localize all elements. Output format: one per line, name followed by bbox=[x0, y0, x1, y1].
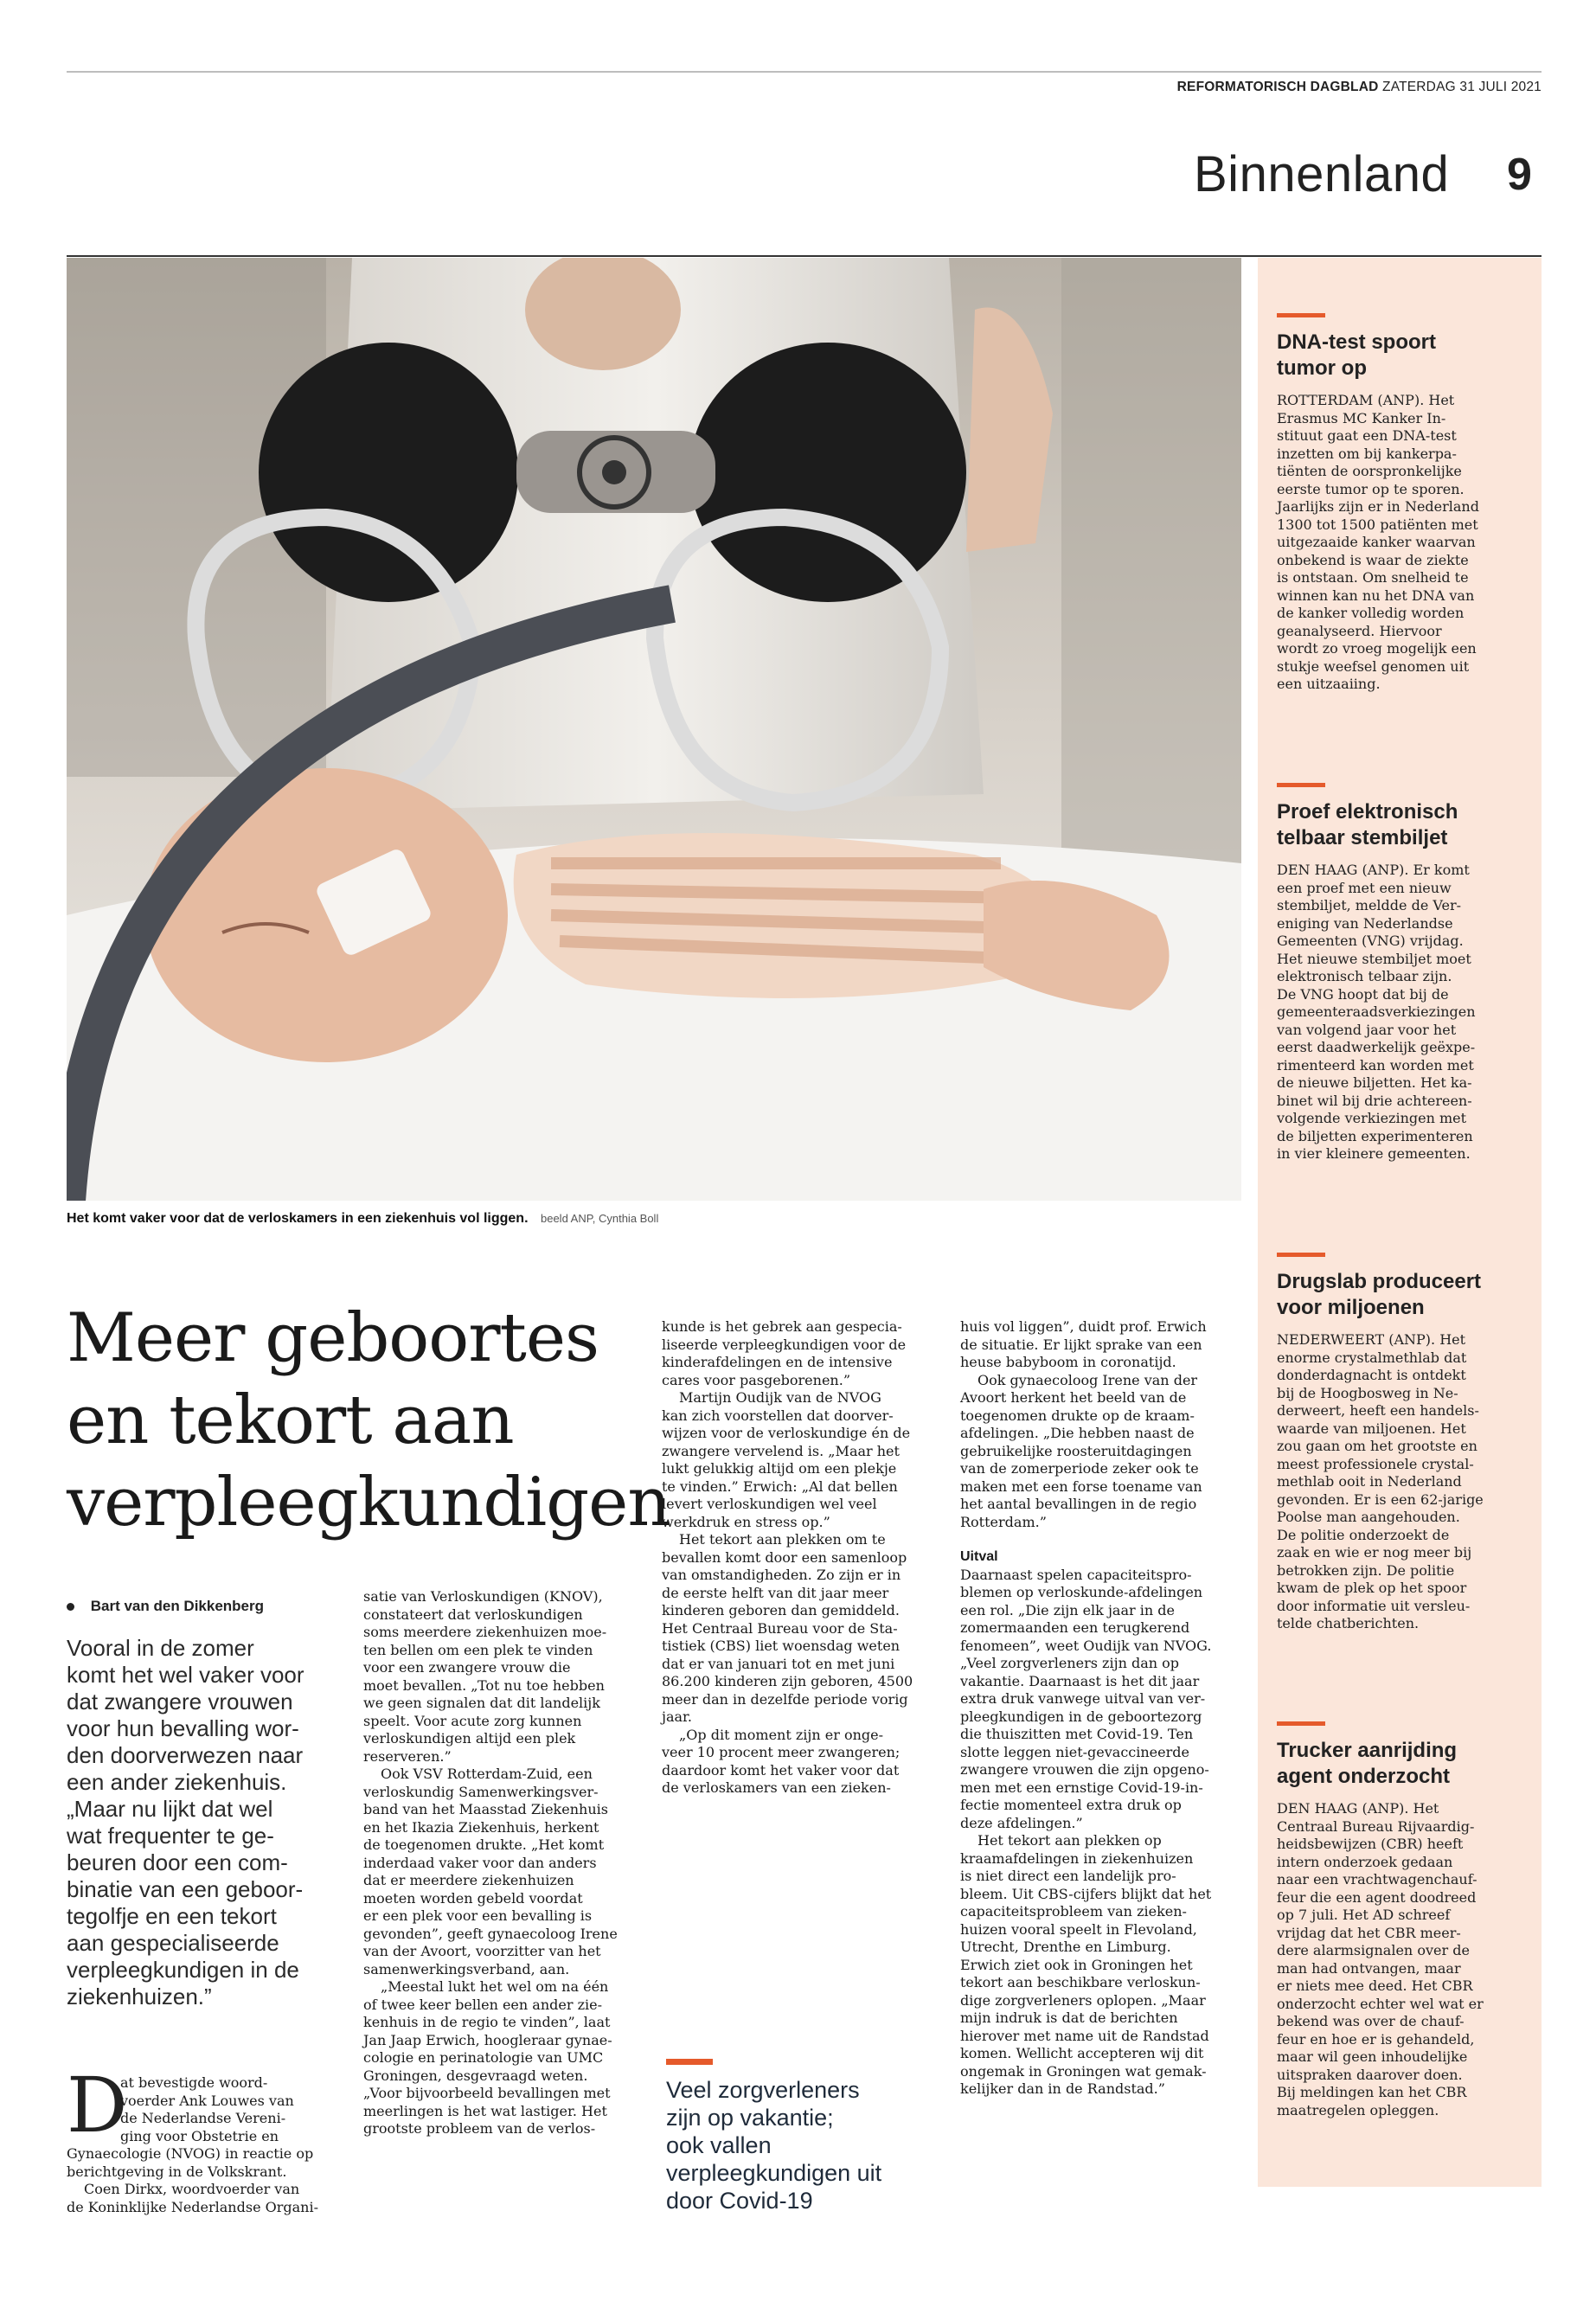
sidebar-headline: Trucker aanrijding agent onderzocht bbox=[1277, 1739, 1458, 1788]
lead-line: aan gespecialiseerde bbox=[67, 1930, 279, 1956]
body-line: huis vol liggen”, duidt prof. Erwich bbox=[960, 1318, 1207, 1335]
body-line: zwangere vervelend is. „Maar het bbox=[662, 1442, 900, 1459]
article-headline bbox=[67, 1298, 670, 1544]
body-line: de eerste helft van dit jaar meer bbox=[662, 1584, 889, 1601]
body-line: de toegenomen drukte. „Het komt bbox=[363, 1836, 605, 1853]
body-line: ging voor Obstetrie en bbox=[120, 2127, 279, 2144]
body-line: samenwerkingsverband, aan. bbox=[363, 1960, 570, 1977]
pullquote bbox=[666, 2076, 934, 2214]
lead-line: verpleegkundigen in de bbox=[67, 1957, 299, 1983]
body-line: Martijn Oudijk van de NVOG bbox=[679, 1389, 881, 1406]
body-line: Rotterdam.” bbox=[960, 1513, 1047, 1530]
body-line: capaciteitsprobleem van zieken- bbox=[960, 1903, 1187, 1920]
body-line: blemen op verloskunde-afdelingen bbox=[960, 1584, 1203, 1600]
body-line: satie van Verloskundigen (KNOV), bbox=[363, 1588, 603, 1605]
body-line: afdelingen. „Die hebben naast de bbox=[960, 1425, 1195, 1441]
body-line: „Veel zorgverleners zijn dan op bbox=[960, 1655, 1179, 1671]
headline-line: verpleegkundigen bbox=[67, 1464, 670, 1541]
body-line: moet bevallen. „Tot nu toe hebben bbox=[363, 1676, 605, 1694]
body-line: fenomeen”, weet Oudijk van NVOG. bbox=[960, 1637, 1212, 1654]
headline-line: en tekort aan bbox=[67, 1381, 514, 1459]
body-line: 86.200 kinderen zijn geboren, 4500 bbox=[662, 1673, 913, 1689]
body-line: veer 10 procent meer zwangeren; bbox=[662, 1744, 901, 1760]
body-line: Het tekort aan plekken om te bbox=[679, 1531, 886, 1548]
photo-caption bbox=[67, 1211, 658, 1227]
body-line: tekort aan beschikbare verloskun- bbox=[960, 1974, 1201, 1990]
body-line: mijn indruk is dat de berichten bbox=[960, 2009, 1178, 2026]
body-line: kraamafdelingen in ziekenhuizen bbox=[960, 1849, 1194, 1867]
body-line: Ook gynaecoloog Irene van der bbox=[977, 1371, 1198, 1388]
article-photo bbox=[67, 258, 1241, 1201]
article-column-2 bbox=[363, 1588, 640, 2138]
body-line: heuse babyboom in coronatijd. bbox=[960, 1354, 1176, 1370]
body-line: dat er meerdere ziekenhuizen bbox=[363, 1872, 574, 1888]
sidebar-accent-bar bbox=[1277, 1721, 1325, 1726]
body-line: is niet direct een landelijk pro- bbox=[960, 1868, 1176, 1884]
lead-line: tegolfje en een tekort bbox=[67, 1903, 277, 1929]
sidebar-headline: DNA-test spoort tumor op bbox=[1277, 330, 1436, 380]
body-line: inderdaad vaker voor dan anders bbox=[363, 1854, 597, 1871]
body-line: band van het Maasstad Ziekenhuis bbox=[363, 1801, 608, 1817]
byline bbox=[67, 1598, 264, 1615]
top-rule bbox=[67, 71, 1542, 73]
masthead-date: ZATERDAG 31 JULI 2021 bbox=[1382, 80, 1542, 94]
lead-line: ziekenhuizen.” bbox=[67, 1984, 212, 2009]
pullquote-line: Veel zorgverleners bbox=[666, 2077, 860, 2103]
body-line: de Koninklijke Nederlandse Organi- bbox=[67, 2198, 318, 2215]
body-line: het aantal bevallingen in de regio bbox=[960, 1496, 1197, 1512]
body-line: een rol. „Die zijn elk jaar in de bbox=[960, 1601, 1175, 1618]
body-line: meerlingen is het wat lastiger. Het bbox=[363, 2102, 607, 2119]
body-line: gevonden”, geeft gynaecoloog Irene bbox=[363, 1925, 618, 1942]
header-rule bbox=[67, 255, 1542, 257]
masthead-paper: REFORMATORISCH DAGBLAD bbox=[1176, 80, 1379, 94]
pullquote-line: door Covid-19 bbox=[666, 2188, 813, 2214]
body-line: komen. Wellicht accepteren wij dit bbox=[960, 2045, 1204, 2061]
sidebar-body: DEN HAAG (ANP). Er komt een proef met een nieuw stembiljet, meldde de Ver- eniging van Nederlandse Gemeenten (VNG) vrijdag. Het nieuwe stembiljet moet elektronisch telbaar zijn. De VNG hoopt dat bij de gemeenteraadsverkiezingen van volgend jaar voor het eerst daadwerkelijk geëxpe- rimenteerd kan worden met de nieuwe biljetten. Het ka- binet wil bij drie achtereen- volgende verkiezingen met de biljetten experimenteren in vier kleinere gemeenten. bbox=[1277, 862, 1476, 1162]
body-line: cares voor pasgeborenen.” bbox=[662, 1371, 850, 1388]
section-title: Binnenland bbox=[1194, 146, 1450, 202]
sidebar-headline: Drugslab produceert voor miljoenen bbox=[1277, 1270, 1482, 1319]
body-line: verloskundigen altijd een plek bbox=[363, 1730, 576, 1747]
sidebar-body: DEN HAAG (ANP). Het Centraal Bureau Rijvaardig- heidsbewijzen (CBR) heeft intern onderzoek gedaan naar een vrachtwagenchauf- feur die een agent doodreed op 7 juli. Het AD schreef vrijdag dat het CBR meer- dere alarmsignalen over de man had ontvangen, maar er niets mee deed. Het CBR onderzocht echter wel wat er bekend was over de chauf- feur en hoe er is gehandeld, maar wil geen inhoudelijke uitspraken daarover doen. Bij meldingen kan het CBR maatregelen opleggen. bbox=[1277, 1800, 1484, 2118]
body-line: berichtgeving in de Volkskrant. bbox=[67, 2163, 287, 2180]
body-line: Gynaecologie (NVOG) in reactie op bbox=[67, 2145, 314, 2162]
body-line: daardoor komt het vaker voor dat bbox=[662, 1761, 900, 1779]
body-line: Ook VSV Rotterdam-Zuid, een bbox=[381, 1766, 593, 1782]
body-line: at bevestigde woord- bbox=[120, 2074, 268, 2091]
body-line: Jan Jaap Erwich, hoogleraar gynae- bbox=[363, 2031, 612, 2048]
body-line: zwangere vrouwen die zijn opgeno- bbox=[960, 1761, 1209, 1778]
body-line: lukt gelukkig altijd om een plekje bbox=[662, 1460, 897, 1477]
sidebar-accent-bar bbox=[1277, 313, 1325, 317]
body-line: cologie en perinatologie van UMC bbox=[363, 2049, 604, 2066]
body-line: Erwich ziet ook in Groningen het bbox=[960, 1956, 1193, 1973]
lead-line: „Maar nu lijkt dat wel bbox=[67, 1796, 273, 1822]
body-line: zomermaanden een terugkerend bbox=[960, 1619, 1190, 1636]
body-line: Daarnaast spelen capaciteitspro- bbox=[960, 1566, 1192, 1583]
body-line: toegenomen drukte op de kraam- bbox=[960, 1407, 1195, 1424]
body-line: van der Avoort, voorzitter van het bbox=[363, 1943, 601, 1959]
body-line: speelt. Voor acute zorg kunnen bbox=[363, 1712, 582, 1729]
lead-line: wat frequenter te ge- bbox=[67, 1823, 274, 1849]
sidebar-body: NEDERWEERT (ANP). Het enorme crystalmethlab dat donderdagnacht is ontdekt bij de Hoogbosweg in Ne- derweert, heeft een handels- waarde van miljoenen. Het zou gaan om het grootste en meest professionele crystal- methlab ooit in Nederland gevonden. Er is een 62-jarige Poolse man aangehouden. De politie onderzoekt de zaak en wie er nog meer bij betrokken zijn. De politie kwam de plek op het spoor door informatie uit versleu- telde chatberichten. bbox=[1277, 1331, 1484, 1631]
body-line: moeten worden gebeld voordat bbox=[363, 1889, 583, 1907]
body-line: te vinden.” Erwich: „Al dat bellen bbox=[662, 1477, 898, 1495]
body-line: kunde is het gebrek aan gespecia- bbox=[662, 1318, 902, 1335]
body-line: „Voor bijvoorbeeld bevallingen met bbox=[363, 2085, 611, 2101]
body-line: van omstandigheden. Zo zijn er in bbox=[662, 1567, 901, 1583]
lead-line: voor hun bevalling wor- bbox=[67, 1715, 299, 1741]
body-line: extra druk vanwege uitval van ver- bbox=[960, 1690, 1206, 1707]
article-subheading: Uitval bbox=[960, 1549, 998, 1564]
body-line: kinderen geboren dan gemiddeld. bbox=[662, 1602, 900, 1618]
body-line: liseerde verpleegkundigen voor de bbox=[662, 1336, 907, 1353]
pullquote-line: verpleegkundigen uit bbox=[666, 2160, 882, 2186]
body-line: de verloskamers van een zieken- bbox=[662, 1779, 891, 1796]
body-line: fectie momenteel extra druk op bbox=[960, 1797, 1182, 1813]
body-line: kinderafdelingen en de intensive bbox=[662, 1354, 893, 1370]
body-line: constateert dat verloskundigen bbox=[363, 1606, 583, 1623]
body-line: huizen vooral speelt in Flevoland, bbox=[960, 1920, 1197, 1938]
sidebar-item bbox=[1277, 1721, 1536, 2119]
body-line: jaar. bbox=[662, 1708, 693, 1725]
body-line: pleegkundigen in de geboortezorg bbox=[960, 1708, 1202, 1725]
article-column-3 bbox=[662, 1318, 939, 1798]
lead-line: binatie van een geboor- bbox=[67, 1876, 304, 1902]
sidebar-body: ROTTERDAM (ANP). Het Erasmus MC Kanker In- stituut gaat een DNA-test inzetten om bij kankerpa- tiënten de oorspronkelijke eerste tumor op te sporen. Jaarlijks zijn er in Nederland 1300 tot 1500 patiënten met uitgezaaide kanker waarvan onbekend is waar de ziekte is ontstaan. Om snelheid te winnen kan nu het DNA van de kanker volledig worden geanalyseerd. Hiervoor wordt zo vroeg mogelijk een stukje weefsel genomen uit een uitzaaiing. bbox=[1277, 392, 1479, 692]
sidebar-accent-bar bbox=[1277, 1253, 1325, 1257]
body-line: vakantie. Daarnaast is het dit jaar bbox=[960, 1672, 1200, 1689]
body-line: ten bellen om een plek te vinden bbox=[363, 1641, 593, 1658]
body-line: werkdruk en stress op.” bbox=[662, 1513, 830, 1530]
body-line: Utrecht, Drenthe en Limburg. bbox=[960, 1939, 1171, 1955]
masthead bbox=[1177, 80, 1542, 95]
sidebar-item bbox=[1277, 1253, 1536, 1633]
byline-bullet-icon bbox=[67, 1603, 74, 1611]
body-line: Het Centraal Bureau voor de Sta- bbox=[662, 1619, 898, 1637]
sidebar-accent-bar bbox=[1277, 783, 1325, 787]
body-line: Coen Dirkx, woordvoerder van bbox=[84, 2181, 300, 2197]
body-line: tistiek (CBS) liet woensdag weten bbox=[662, 1638, 901, 1654]
body-line: van de zomerperiode zeker ook te bbox=[960, 1460, 1199, 1477]
body-line: wijzen voor de verloskundige én de bbox=[662, 1425, 911, 1441]
body-line: kan zich voorstellen dat doorver- bbox=[662, 1407, 894, 1424]
body-line: Groningen, desgevraagd weten. bbox=[363, 2067, 588, 2084]
body-line: „Meestal lukt het wel om na één bbox=[381, 1978, 609, 1995]
body-line: dige zorgverleners oplopen. „Maar bbox=[960, 1991, 1206, 2009]
headline-line: Meer geboortes bbox=[67, 1299, 599, 1377]
body-line: voor een zwangere vrouw die bbox=[363, 1659, 571, 1676]
body-line: gebruikelijke roosteruitdagingen bbox=[960, 1442, 1192, 1459]
lead-line: Vooral in de zomer bbox=[67, 1635, 254, 1661]
lead-line: beuren door een com- bbox=[67, 1849, 288, 1875]
body-line: Avoort herkent het beeld van de bbox=[960, 1389, 1187, 1406]
lead-line: dat zwangere vrouwen bbox=[67, 1689, 293, 1715]
caption-text: Het komt vaker voor dat de verloskamers in een ziekenhuis vol liggen. bbox=[67, 1211, 529, 1226]
body-line: grootste probleem van de verlos- bbox=[363, 2120, 596, 2137]
body-line: we geen signalen dat dit landelijk bbox=[363, 1695, 600, 1711]
body-line: verloskundig Samenwerkingsver- bbox=[363, 1783, 599, 1800]
body-line: meer dan in dezelfde periode vorig bbox=[662, 1690, 908, 1708]
body-line: reserveren.” bbox=[363, 1747, 452, 1765]
lead-line: den doorverwezen naar bbox=[67, 1742, 304, 1768]
sidebar-item bbox=[1277, 313, 1536, 694]
body-line: de situatie. Er lijkt sprake van een bbox=[960, 1336, 1202, 1353]
lead-line: een ander ziekenhuis. bbox=[67, 1769, 287, 1795]
body-line: kenhuis in de regio te vinden”, laat bbox=[363, 2014, 611, 2030]
sidebar-headline: Proef elektronisch telbaar stembiljet bbox=[1277, 800, 1458, 849]
body-line: bevallen komt door een samenloop bbox=[662, 1548, 907, 1566]
body-line: Het tekort aan plekken op bbox=[977, 1832, 1162, 1849]
pullquote-line: zijn op vakantie; bbox=[666, 2105, 834, 2131]
body-line: levert verloskundigen wel veel bbox=[662, 1496, 877, 1512]
sidebar-item bbox=[1277, 783, 1536, 1163]
article-column-4 bbox=[960, 1318, 1246, 2099]
photo-illustration bbox=[67, 258, 1241, 1201]
body-line: de Nederlandse Vereni- bbox=[120, 2110, 286, 2126]
body-line: of twee keer bellen een ander zie- bbox=[363, 1996, 602, 2013]
byline-author: Bart van den Dikkenberg bbox=[90, 1598, 265, 1614]
caption-credit: beeld ANP, Cynthia Boll bbox=[540, 1212, 659, 1225]
pullquote-line: ook vallen bbox=[666, 2132, 772, 2158]
page-number: 9 bbox=[1507, 150, 1532, 200]
article-intro-text bbox=[67, 2074, 335, 2216]
body-line: maken met een forse toename van bbox=[960, 1477, 1202, 1495]
pullquote-accent-bar bbox=[666, 2059, 713, 2065]
dropcap: D bbox=[67, 2061, 128, 2150]
body-line: bleem. Uit CBS-cijfers blijkt dat het bbox=[960, 1885, 1212, 1902]
body-line: dat er van januari tot en met juni bbox=[662, 1655, 895, 1672]
body-line: ongemak in Groningen wat gemak- bbox=[960, 2062, 1207, 2080]
article-lead bbox=[67, 1635, 361, 2010]
body-line: er een plek voor een bevalling is bbox=[363, 1907, 593, 1924]
body-line: en het Ikazia Ziekenhuis, herkent bbox=[363, 1818, 599, 1836]
body-line: deze afdelingen.” bbox=[960, 1814, 1083, 1831]
body-line: „Op dit moment zijn er onge- bbox=[679, 1726, 884, 1743]
body-line: slotte leggen niet-gevaccineerde bbox=[960, 1743, 1189, 1760]
body-line: soms meerdere ziekenhuizen moe- bbox=[363, 1624, 607, 1640]
body-line: men met een ernstige Covid-19-in- bbox=[960, 1779, 1203, 1796]
body-line: kelijker dan in de Randstad.” bbox=[960, 2080, 1165, 2097]
body-line: die thuiszitten met Covid-19. Ten bbox=[960, 1726, 1194, 1742]
body-line: hierover met name uit de Randstad bbox=[960, 2027, 1209, 2044]
lead-line: komt het wel vaker voor bbox=[67, 1662, 304, 1688]
body-line: voerder Ank Louwes van bbox=[120, 2092, 294, 2109]
